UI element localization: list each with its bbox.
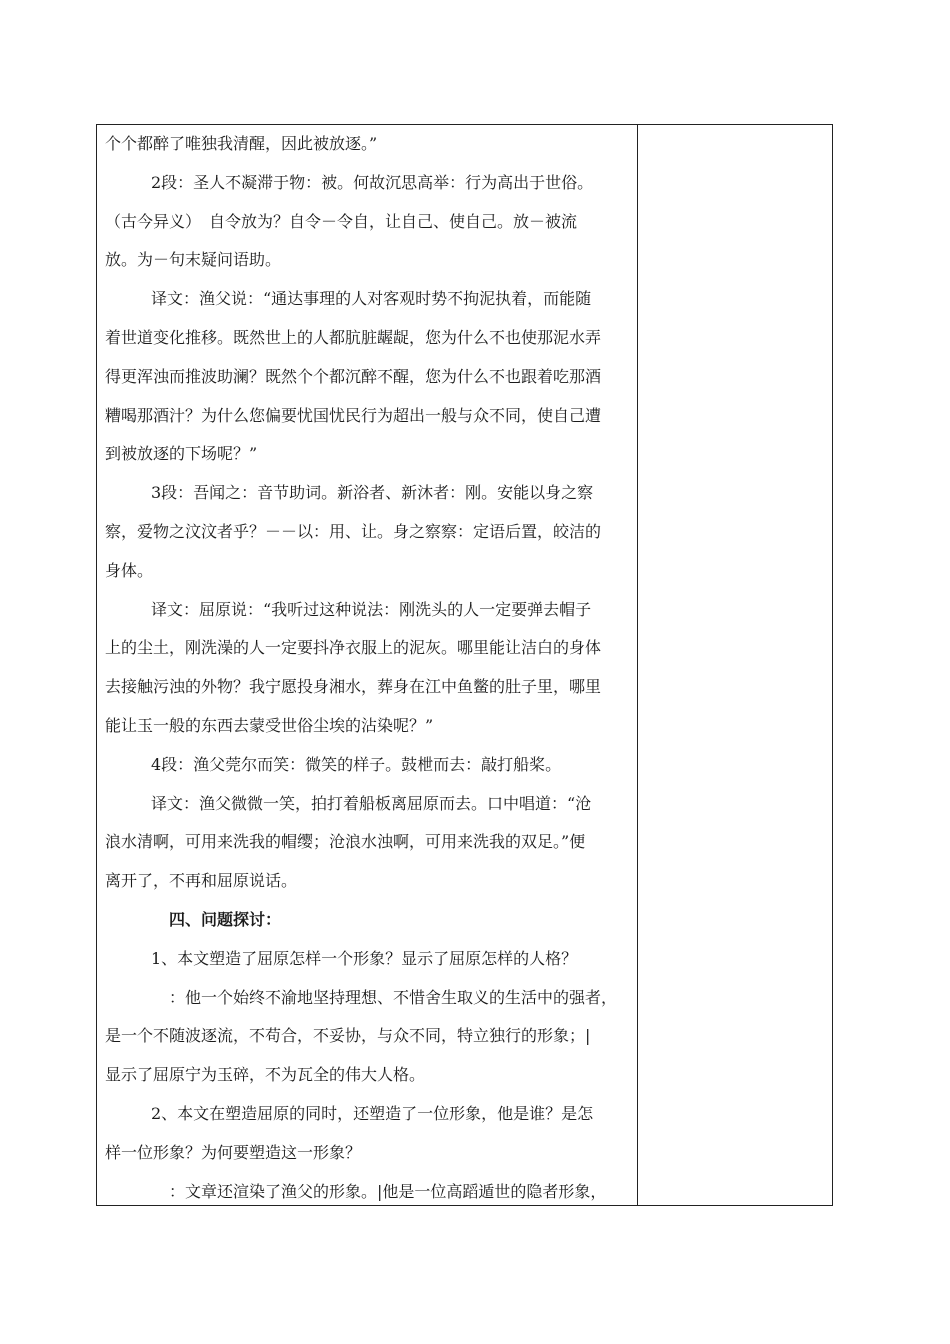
text-line-11: 察，爱物之汶汶者乎？－－以：用、让。身之察察：定语后置，皎洁的 <box>105 521 602 541</box>
text-line-6: 着世道变化推移。既然世上的人都肮脏龌龊，您为什么不也使那泥水弄 <box>105 327 602 347</box>
section-heading: 四、问题探讨： <box>169 909 282 929</box>
text-line-20: 离开了，不再和屈原说话。 <box>105 871 298 891</box>
text-line-13: 译文：屈原说：“我听过这种说法：刚洗头的人一定要弹去帽子 <box>151 599 592 619</box>
text-line-9: 到被放逐的下场呢？” <box>105 444 258 464</box>
question-1: 1、本文塑造了屈原怎样一个形象？显示了屈原怎样的人格？ <box>151 948 578 968</box>
text-line-5: 译文：渔父说：“通达事理的人对客观时势不拘泥执着，而能随 <box>151 289 592 309</box>
text-line-2: 2段：圣人不凝滞于物：被。何故沉思高举：行为高出于世俗。 <box>151 172 594 192</box>
text-line-19: 浪水清啊，可用来洗我的帽缨；沧浪水浊啊，可用来洗我的双足。”便 <box>105 832 586 852</box>
answer-1-line-2: 是一个不随波逐流，不苟合，不妥协，与众不同，特立独行的形象；| <box>105 1026 591 1046</box>
document-table <box>96 124 833 1206</box>
text-line-18: 译文：渔父微微一笑，拍打着船板离屈原而去。口中唱道：“沧 <box>151 793 592 813</box>
text-line-4: 放。为－句末疑问语助。 <box>105 250 282 270</box>
text-line-1: 个个都醉了唯独我清醒，因此被放逐。” <box>105 134 378 153</box>
notes-cell <box>638 125 832 1205</box>
answer-1-line-1: ：他一个始终不渝地坚持理想、不惜舍生取义的生活中的强者， <box>169 987 618 1007</box>
text-line-14: 上的尘土，刚洗澡的人一定要抖净衣服上的泥灰。哪里能让洁白的身体 <box>105 638 602 658</box>
main-text-cell <box>105 125 629 1211</box>
text-line-15: 去接触污浊的外物？我宁愿投身湘水，葬身在江中鱼鳖的肚子里，哪里 <box>105 677 602 697</box>
text-line-3: （古今异义） 自令放为？自令－令自，让自己、使自己。放－被流 <box>105 211 578 231</box>
question-2-line-2: 样一位形象？为何要塑造这一形象？ <box>105 1142 362 1162</box>
answer-2-line-1: ：文章还渲染了渔父的形象。|他是一位高蹈遁世的隐者形象， <box>169 1181 607 1201</box>
text-line-12: 身体。 <box>105 560 154 580</box>
text-line-8: 糟喝那酒汁？为什么您偏要忧国忧民行为超出一般与众不同，使自己遭 <box>105 405 602 425</box>
question-2-line-1: 2、本文在塑造屈原的同时，还塑造了一位形象，他是谁？是怎 <box>151 1103 594 1123</box>
text-line-17: 4段：渔父莞尔而笑：微笑的样子。鼓枻而去：敲打船桨。 <box>151 754 562 774</box>
text-line-10: 3段：吾闻之：音节助词。新浴者、新沐者：刚。安能以身之察 <box>151 483 594 503</box>
text-line-7: 得更浑浊而推波助澜？既然个个都沉醉不醒，您为什么不也跟着吃那酒 <box>105 366 602 386</box>
answer-1-line-3: 显示了屈原宁为玉碎，不为瓦全的伟大人格。 <box>105 1065 426 1085</box>
text-line-16: 能让玉一般的东西去蒙受世俗尘埃的沾染呢？” <box>105 715 434 735</box>
